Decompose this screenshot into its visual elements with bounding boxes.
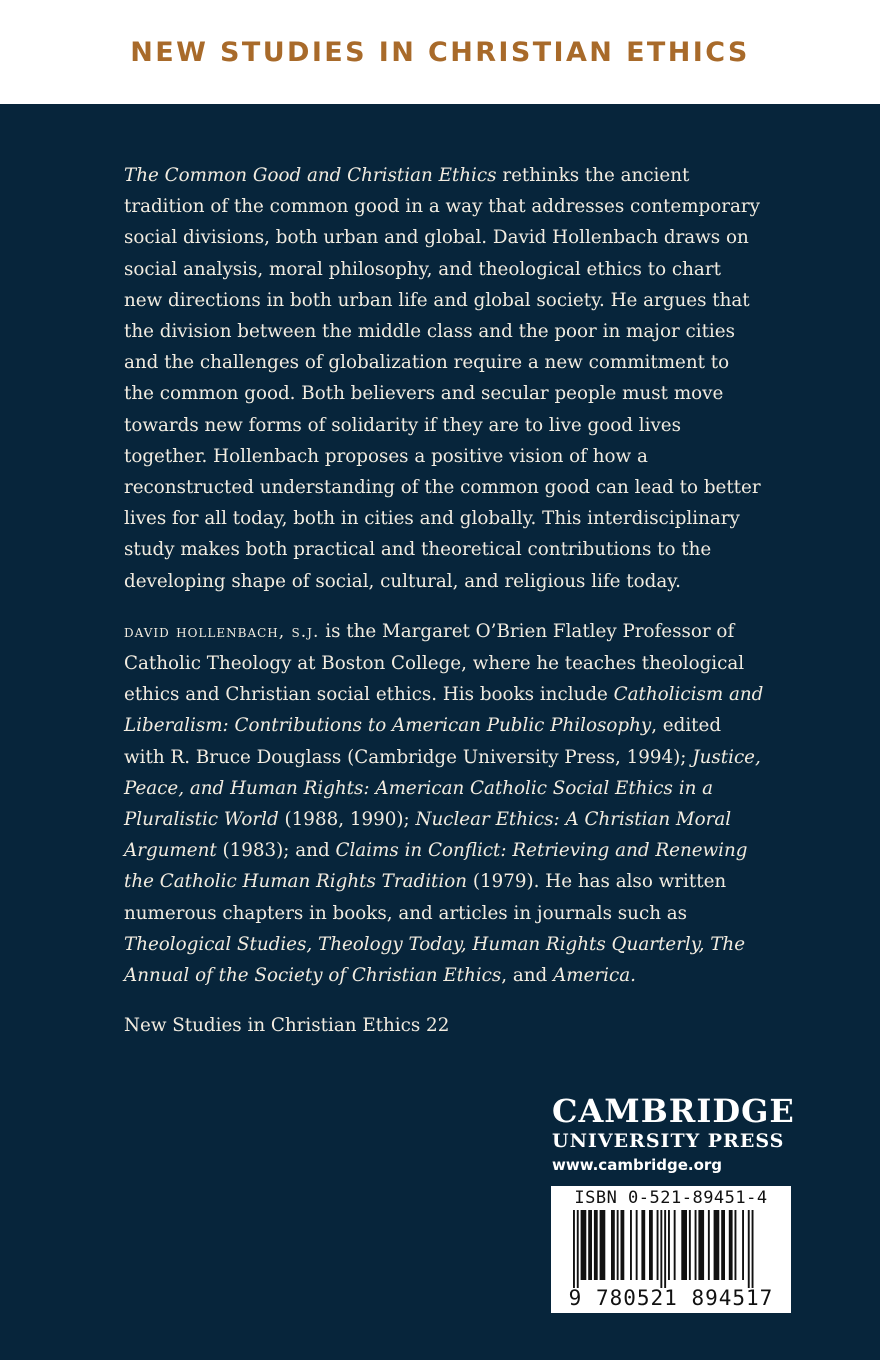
- journal-ref: America.: [553, 965, 636, 987]
- book-description: [124, 160, 764, 597]
- isbn-label: ISBN 0-521-89451-4: [574, 1188, 768, 1208]
- barcode-panel: [551, 1186, 791, 1313]
- bio-text: (1979). He has also written numerous chapters in books, and articles in journals such as: [124, 871, 727, 924]
- book-ref: Justice, Peace, and Human Rights: American Catholic Social Ethics in a Pluralistic World: [124, 746, 761, 831]
- journal-refs: Theological Studies, Theology Today, Human Rights Quarterly, The Annual of the Society of Christian Ethics: [124, 933, 746, 987]
- description-text: rethinks the ancient tradition of the common good in a way that addresses contemporary social divisions, both urban and global. David Hollenbach draws on social analysis, moral philosophy, and theological ethics to chart new directions in both urban life and global society. He argues that the division between the middle class and the poor in major cities and the challenges of globalization require a new commitment to the common good. Both believers and secular people must move towards new forms of solidarity if they are to live good lives together. Hollenbach proposes a positive vision of how a reconstructed understanding of the common good can lead to better lives for all today, both in cities and globally. This interdisciplinary study makes both practical and theoretical contributions to the developing shape of social, cultural, and religious life today.: [124, 165, 761, 592]
- bio-text: , and: [501, 965, 554, 987]
- bio-text: (1983); and: [216, 840, 336, 862]
- series-number: New Studies in Christian Ethics 22: [124, 1015, 450, 1037]
- barcode-icon: [571, 1210, 773, 1288]
- publisher-logo: [552, 1092, 795, 1176]
- publisher-url: www.cambridge.org: [552, 1156, 723, 1174]
- book-ref: Catholicism and Liberalism: Contributions to American Public Philosophy: [124, 684, 764, 737]
- back-cover-text: [124, 160, 764, 1041]
- bio-text: , edited with R. Bruce Douglass (Cambridge University Press, 1994);: [124, 715, 722, 768]
- book-ref: Claims in Conflict: Retrieving and Renewing the Catholic Human Rights Tradition: [124, 840, 748, 893]
- ean-number: 9 780521 894517: [568, 1286, 774, 1310]
- bio-text: (1988, 1990);: [278, 809, 416, 831]
- author-biography: [124, 616, 764, 991]
- publisher-subtitle: UNIVERSITY PRESS: [552, 1130, 785, 1152]
- author-name: david hollenbach, s.j.: [124, 621, 320, 642]
- series-header-band: [0, 0, 880, 104]
- bio-text: is the Margaret O’Brien Flatley Professor of Catholic Theology at Boston College, where he teaches theological ethics and Christian social ethics. His books include: [124, 620, 745, 706]
- publisher-name: CAMBRIDGE: [552, 1092, 795, 1130]
- series-title: NEW STUDIES IN CHRISTIAN ETHICS: [130, 36, 750, 68]
- book-title: The Common Good and Christian Ethics: [124, 165, 497, 186]
- book-ref: Nuclear Ethics: A Christian Moral Argument: [124, 809, 732, 862]
